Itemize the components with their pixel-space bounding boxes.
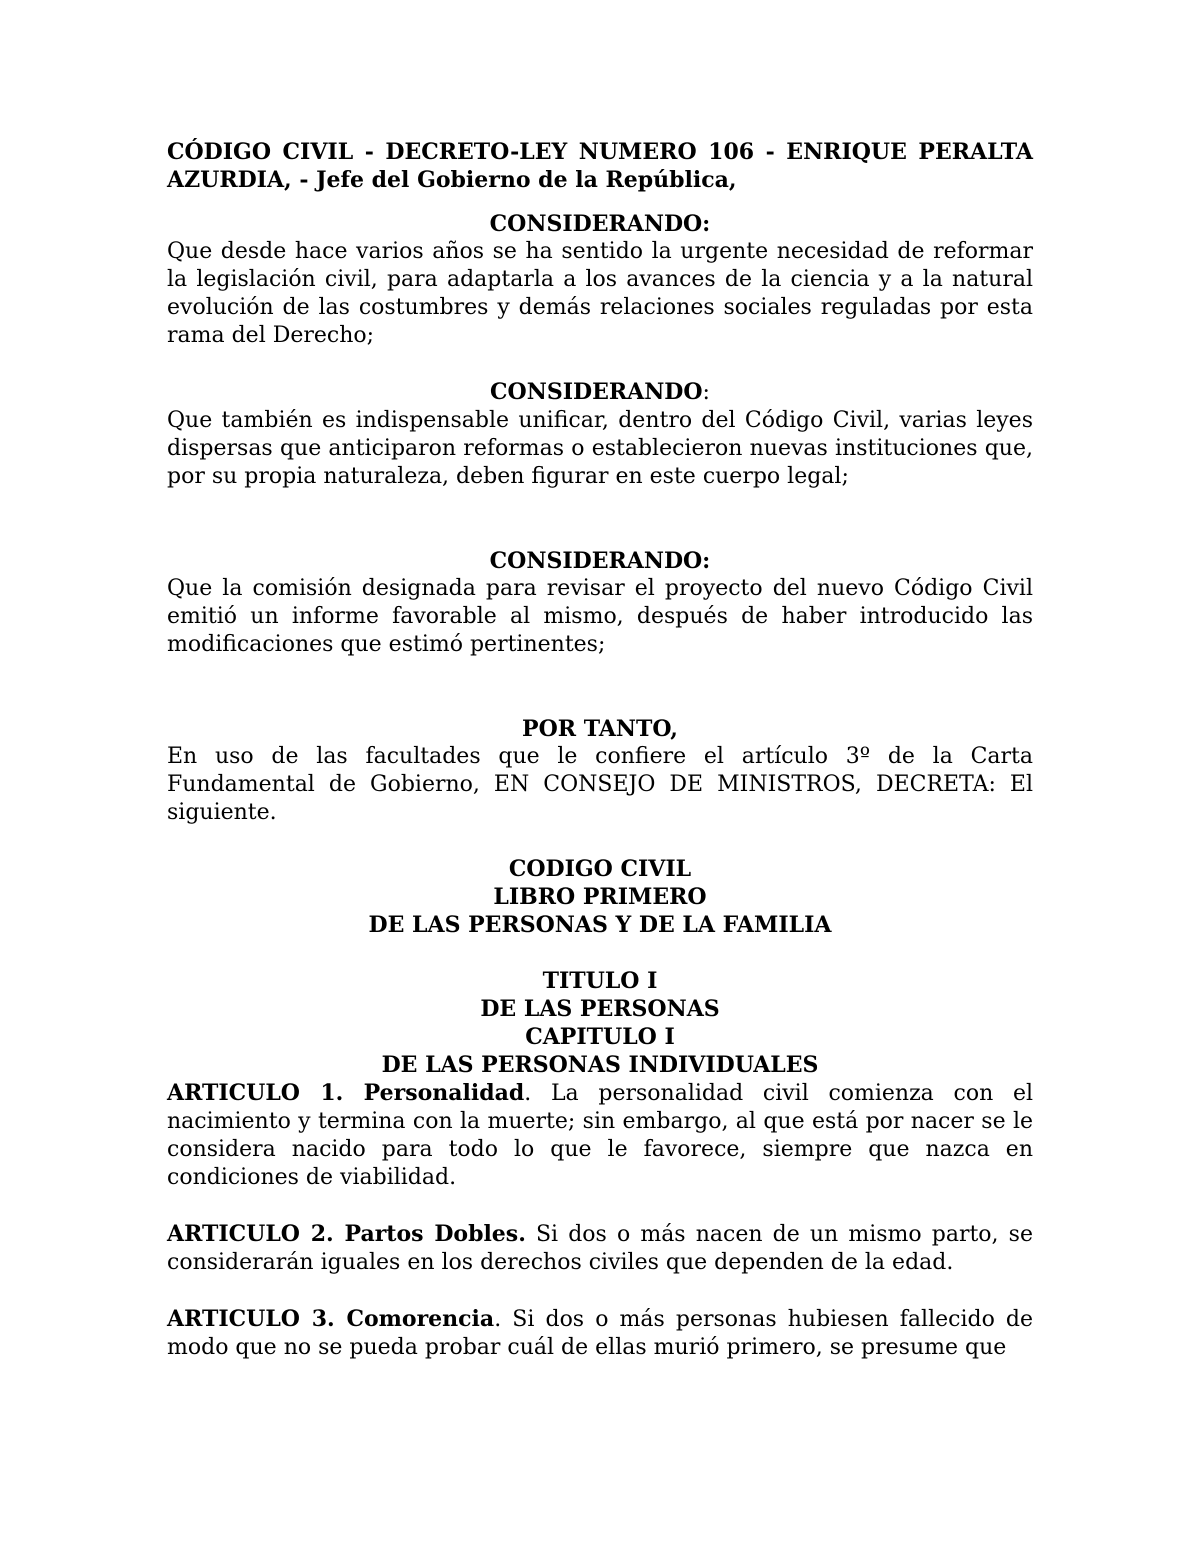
considerando-2-heading-colon: : bbox=[702, 380, 710, 405]
por-tanto-heading: POR TANTO, bbox=[522, 716, 678, 742]
considerando-1-heading: CONSIDERANDO: bbox=[489, 211, 711, 237]
code-heading-line-3: DE LAS PERSONAS Y DE LA FAMILIA bbox=[368, 912, 832, 938]
considerando-2-text: Que también es indispensable unificar, dentro del Código Civil, varias leyes dispersas que anticiparon reformas o establecieron nuevas instituciones que, por su propia naturaleza, deben figurar en este cuerpo legal; bbox=[167, 408, 1033, 489]
article-3-text: . Si dos o más personas hubiesen fallecido de modo que no se pueda probar cuál de ellas murió primero, se presume que bbox=[167, 1307, 1034, 1360]
considerando-2-heading-word: CONSIDERANDO bbox=[490, 379, 703, 405]
title-heading-line-3: CAPITULO I bbox=[525, 1024, 675, 1050]
document-title-line-2: AZURDIA, - Jefe del Gobierno de la República, bbox=[167, 167, 737, 193]
document-page bbox=[167, 138, 1033, 1362]
code-heading-line-2: LIBRO PRIMERO bbox=[493, 884, 707, 910]
considerando-1-text: Que desde hace varios años se ha sentido la urgente necesidad de reformar la legislación civil, para adaptarla a los avances de la ciencia y a la natural evolución de las costumbres y demás relaciones sociales reguladas por esta rama del Derecho; bbox=[167, 239, 1033, 348]
article-1-label: ARTICULO 1. Personalidad bbox=[167, 1080, 525, 1106]
code-heading-line-1: CODIGO CIVIL bbox=[508, 856, 692, 882]
article-2-text: Si dos o más nacen de un mismo parto, se considerarán iguales en los derechos civiles que dependen de la edad. bbox=[167, 1222, 1033, 1275]
article-1 bbox=[167, 1079, 1033, 1192]
article-2-label: ARTICULO 2. Partos Dobles. bbox=[167, 1221, 526, 1247]
article-3-label: ARTICULO 3. Comorencia bbox=[167, 1306, 495, 1332]
por-tanto-text: En uso de las facultades que le confiere el artículo 3º de la Carta Fundamental de Gobierno, EN CONSEJO DE MINISTROS, DECRETA: El siguiente. bbox=[167, 744, 1033, 825]
considerando-3-heading: CONSIDERANDO: bbox=[489, 548, 711, 574]
article-2 bbox=[167, 1220, 1033, 1277]
considerando-3-text: Que la comisión designada para revisar el proyecto del nuevo Código Civil emitió un informe favorable al mismo, después de haber introducido las modificaciones que estimó pertinentes; bbox=[167, 576, 1033, 657]
document-title-line-1: CÓDIGO CIVIL - DECRETO-LEY NUMERO 106 - ENRIQUE PERALTA bbox=[167, 139, 1033, 165]
title-heading-line-2: DE LAS PERSONAS bbox=[480, 996, 720, 1022]
title-heading-line-1: TITULO I bbox=[542, 968, 658, 994]
article-3 bbox=[167, 1305, 1033, 1362]
considerando-2-heading bbox=[167, 378, 1033, 407]
article-1-text: . La personalidad civil comienza con el nacimiento y termina con la muerte; sin embargo, al que está por nacer se le considera nacido para todo lo que le favorece, siempre que nazca en condiciones de viabilidad. bbox=[167, 1081, 1033, 1190]
title-heading-line-4: DE LAS PERSONAS INDIVIDUALES bbox=[381, 1052, 819, 1078]
